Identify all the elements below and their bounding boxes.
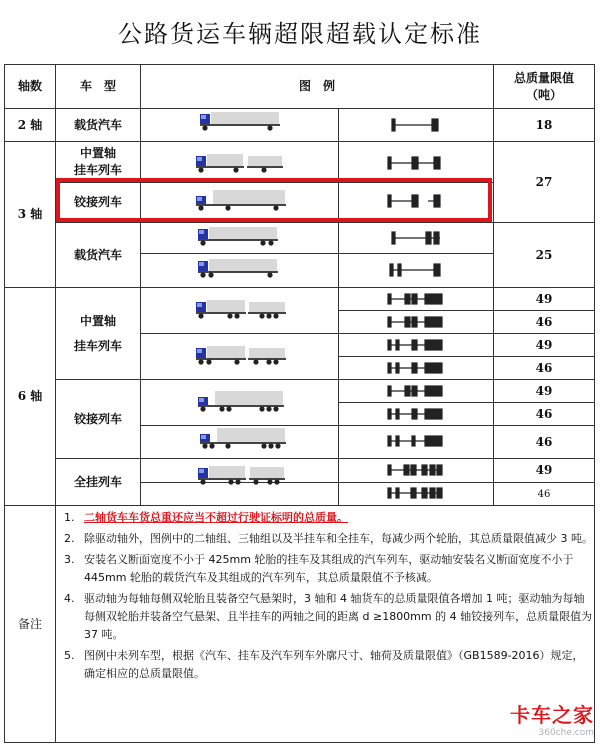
header-axles: 轴数 (17, 79, 42, 93)
note-item (60, 647, 594, 683)
watermark-site: 360che.com (538, 728, 594, 738)
limit-6axle: 46 (535, 360, 553, 375)
axle-6-label: 6 轴 (17, 389, 43, 403)
limit-6axle: 49 (535, 337, 553, 352)
axle-diagram-3-center (388, 157, 440, 169)
axle-diagram-2 (392, 119, 438, 131)
limit-6axle: 49 (535, 291, 553, 306)
note-text: 二轴货车车货总重还应当不超过行驶证标明的总质量。 (84, 511, 348, 524)
type-line1: 中置轴 (79, 146, 116, 160)
axle-3-label: 3 轴 (17, 207, 43, 221)
highlight-box (56, 178, 492, 222)
limit-6axle: 46 (535, 406, 553, 421)
header-diagram: 图 例 (298, 79, 335, 93)
type-2axle-truck: 载货汽车 (73, 117, 122, 132)
axle-diagram-6 (388, 340, 442, 350)
axle-diagram-3-truck-b (390, 264, 440, 276)
axle-diagram-6 (388, 317, 442, 327)
limit-2axle: 18 (535, 117, 553, 132)
axle-diagram-6 (388, 436, 442, 446)
note-item (60, 590, 594, 644)
type-3axle-truck: 载货汽车 (73, 247, 122, 262)
note-item (60, 551, 594, 587)
limit-6axle: 49 (535, 383, 553, 398)
limit-6axle: 46 (535, 314, 553, 329)
type-6axle-articulated: 铰接列车 (73, 411, 122, 426)
remarks-list (60, 509, 594, 686)
note-item (60, 509, 594, 527)
type-3axle-articulated: 铰接列车 (73, 195, 122, 209)
watermark-brand: 卡车之家 (510, 703, 594, 727)
header-limit-line1: 总质量限值 (513, 70, 574, 85)
note-text: 安装名义断面宽度不小于 425mm 轮胎的挂车及其组成的汽车列车，驱动轴安装名义断面宽度不小于 445mm 轮胎的载货汽车及其组成的汽车列车，其总质量限值不予核减。 (84, 553, 574, 584)
note-number: 5. (64, 649, 75, 662)
limit-3axle-a: 27 (535, 174, 553, 189)
limit-3axle-b: 25 (535, 247, 553, 262)
note-item (60, 530, 594, 548)
page-title: 公路货运车辆超限超载认定标准 (118, 20, 482, 48)
note-number: 1. (64, 511, 75, 524)
note-text: 除驱动轴外，图例中的二轴组、三轴组以及半挂车和全挂车，每减少两个轮胎，其总质量限值减少 3 吨。 (84, 532, 593, 545)
note-text: 驱动轴为每轴每侧双轮胎且装备空气悬架时，3 轴和 4 轴货车的总质量限值各增加 1 吨；驱动轴为每轴每侧双轮胎并装备空气悬架、且半挂车的两轴之间的距离 d ≥1800mm 的 4 轴铰接列车，总质量限值为 37 吨。 (84, 592, 593, 641)
axle-diagram-6 (388, 465, 442, 475)
limit-6axle: 46 (535, 434, 553, 449)
axle-diagram-3-truck-a (392, 232, 440, 244)
axle-diagram-6 (388, 386, 442, 396)
axle-diagram-6 (388, 488, 442, 498)
axle-diagram-6 (388, 363, 442, 373)
type-6axle-full-trailer: 全挂列车 (73, 474, 122, 489)
note-number: 4. (64, 592, 75, 605)
type-line2: 挂车列车 (73, 338, 122, 353)
note-number: 3. (64, 553, 75, 566)
note-text: 图例中未列车型，根据《汽车、挂车及汽车列车外廓尺寸、轴荷及质量限值》（GB1589-2016）规定，确定相应的总质量限值。 (84, 649, 584, 680)
header-limit-line2: （吨） (525, 87, 562, 102)
header-type: 车 型 (79, 79, 116, 93)
note-number: 2. (64, 532, 75, 545)
type-line1: 中置轴 (79, 313, 116, 328)
axle-2-label: 2 轴 (17, 117, 43, 132)
axle-diagram-6 (388, 409, 442, 419)
axle-diagram-6 (388, 294, 442, 304)
limit-6axle: 46 (537, 488, 551, 500)
type-line2: 挂车列车 (73, 163, 122, 177)
remarks-label: 备注 (17, 616, 42, 631)
limit-6axle: 49 (535, 463, 553, 477)
watermark-logo (510, 699, 594, 738)
